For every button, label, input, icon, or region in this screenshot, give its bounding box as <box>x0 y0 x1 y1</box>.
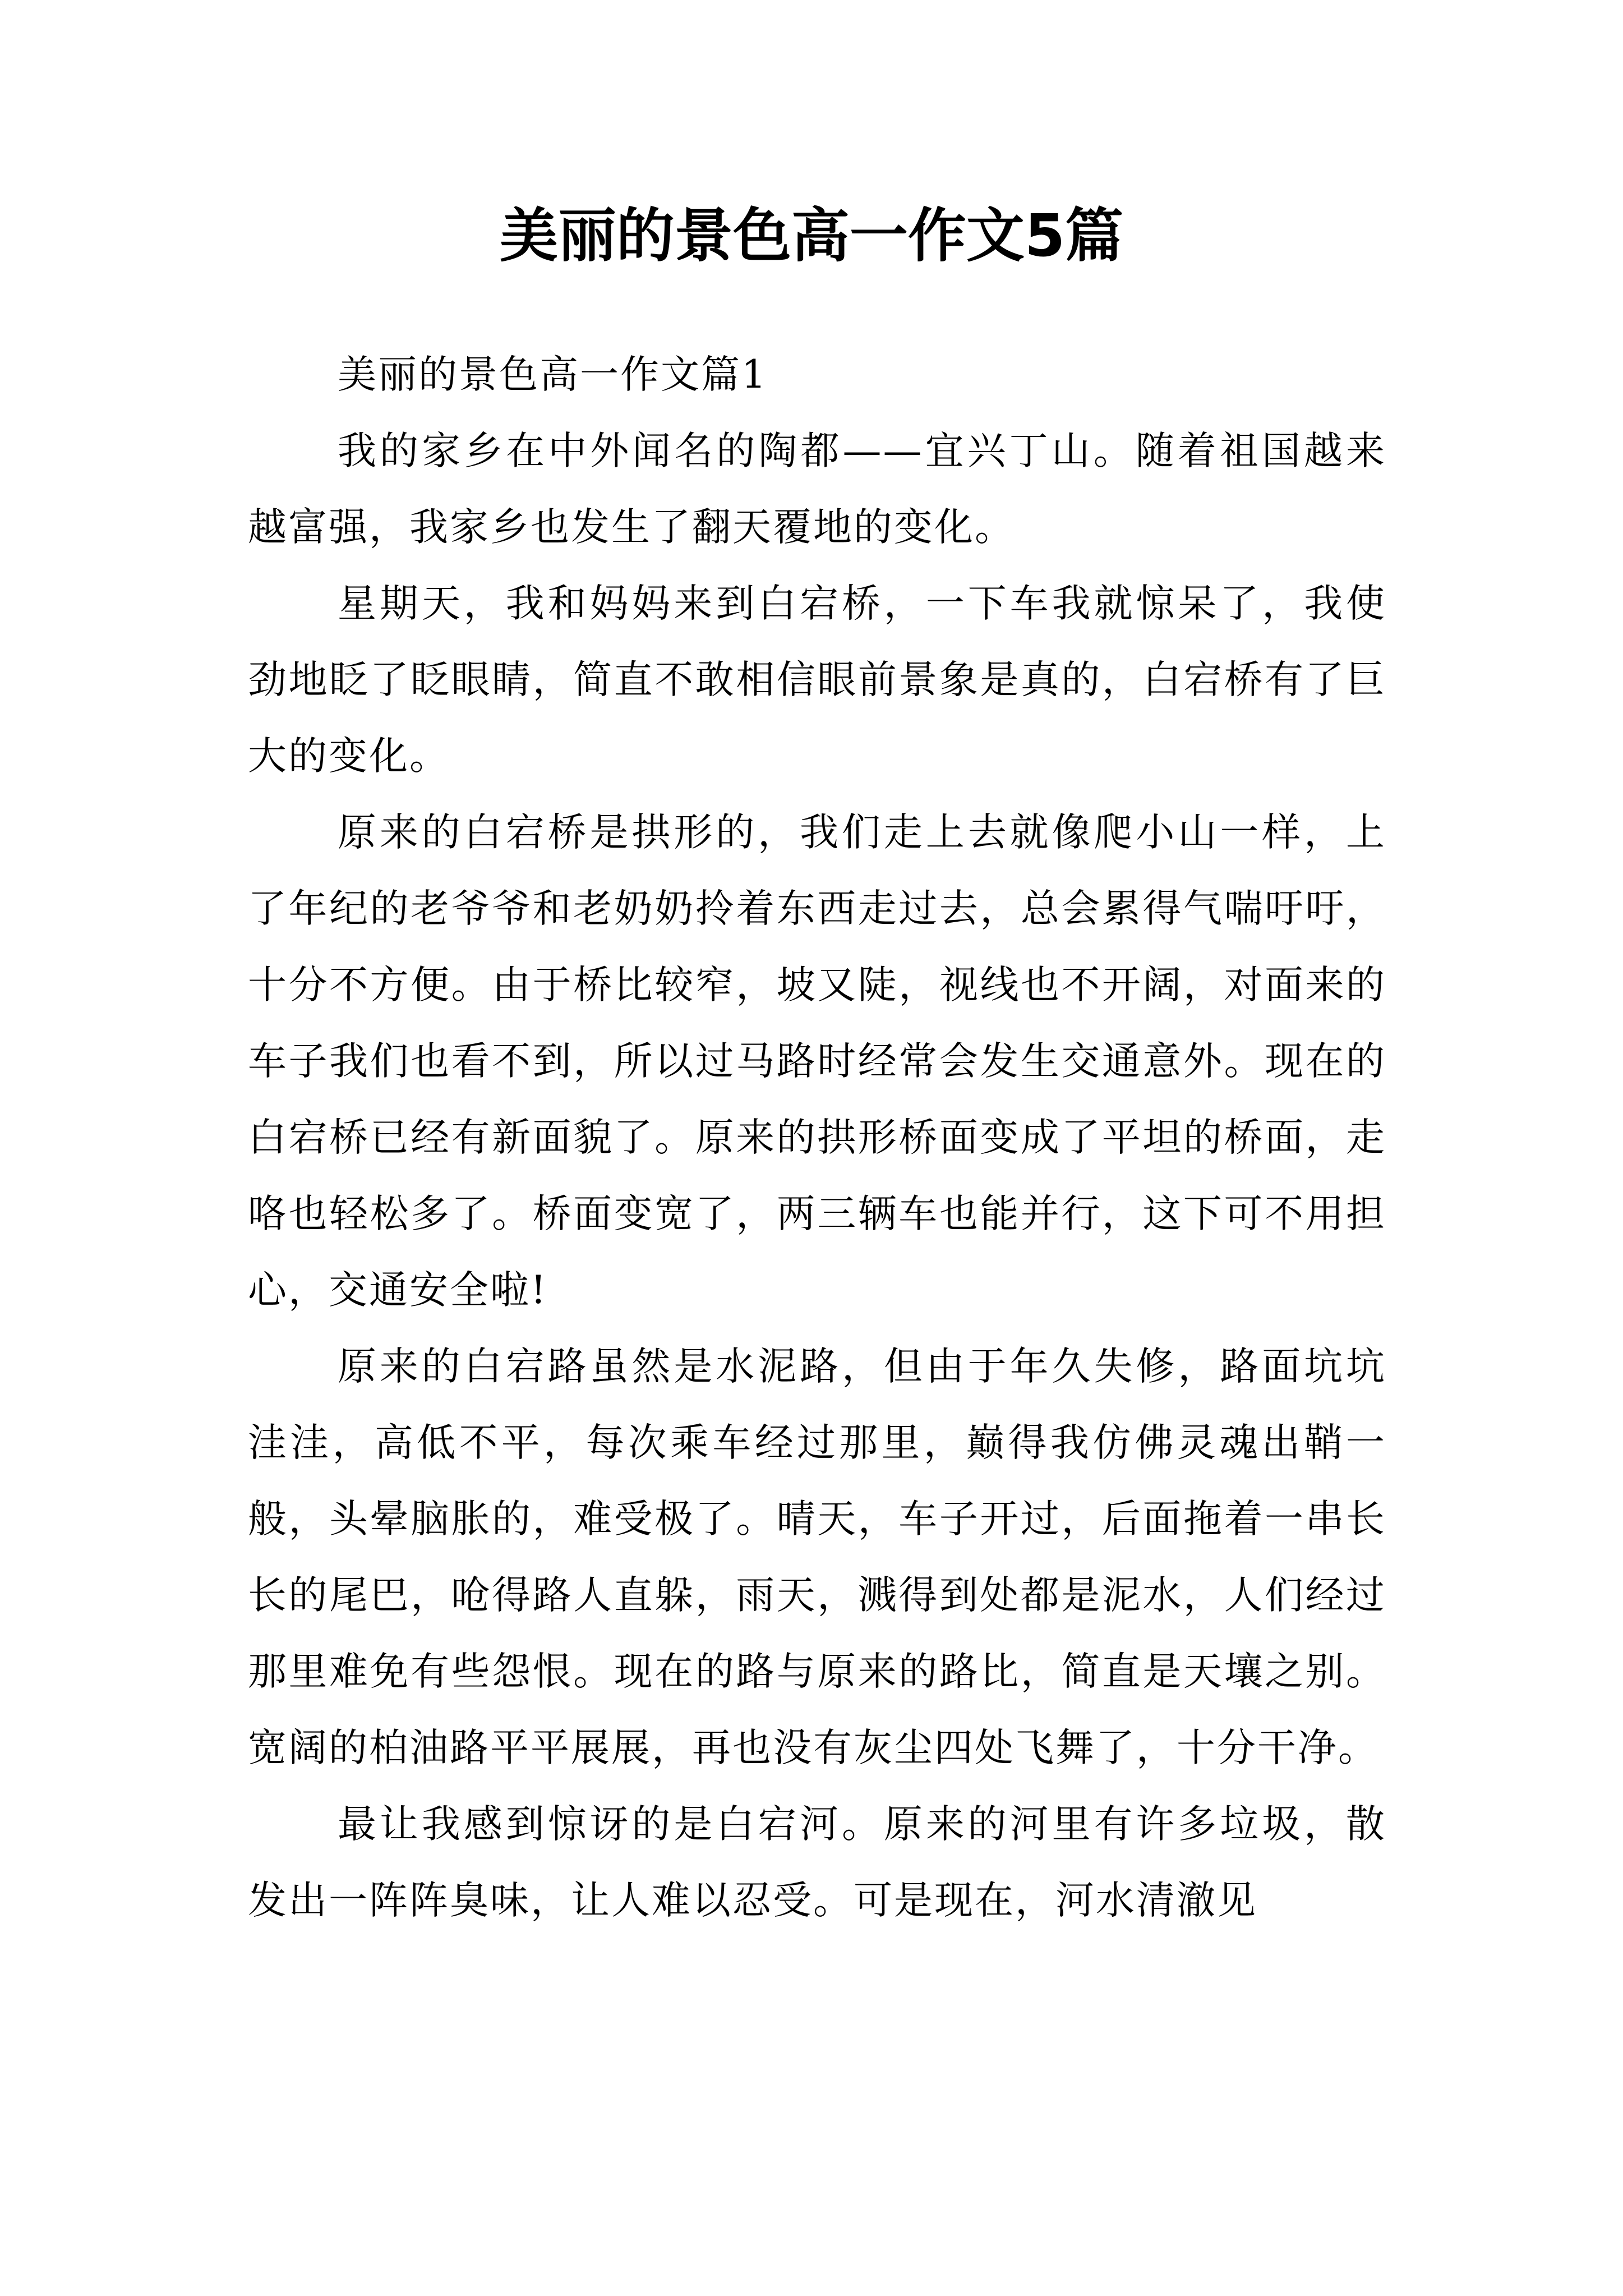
paragraph: 原来的白宕路虽然是水泥路，但由于年久失修，路面坑坑洼洼，高低不平，每次乘车经过那里，巅得我仿佛灵魂出鞘一般，头晕脑胀的，难受极了。晴天，车子开过，后面拖着一串长长的尾巴，呛得路人直躲，雨天，溅得到处都是泥水，人们经过那里难免有些怨恨。现在的路与原来的路比，简直是天壤之别。宽阔的柏油路平平展展，再也没有灰尘四处飞舞了，十分干净。 <box>248 1344 1386 1770</box>
document-title: 美丽的景色高一作文5篇 <box>499 201 1124 270</box>
paragraph: 原来的白宕桥是拱形的，我们走上去就像爬小山一样，上了年纪的老爷爷和老奶奶拎着东西走过去，总会累得气喘吁吁，十分不方便。由于桥比较窄，坡又陡，视线也不开阔，对面来的车子我们也看不到，所以过马路时经常会发生交通意外。现在的白宕桥已经有新面貌了。原来的拱形桥面变成了平坦的桥面，走咯也轻松多了。桥面变宽了，两三辆车也能并行，这下可不用担心，交通安全啦! <box>248 810 1386 1313</box>
paragraph: 我的家乡在中外闻名的陶都——宜兴丁山。随着祖国越来越富强，我家乡也发生了翻天覆地的变化。 <box>248 429 1386 550</box>
section-heading: 美丽的景色高一作文篇1 <box>338 352 768 397</box>
paragraph: 最让我感到惊讶的是白宕河。原来的河里有许多垃圾，散发出一阵阵臭味，让人难以忍受。可是现在，河水清澈见 <box>248 1802 1386 1923</box>
document-body <box>248 337 1386 1939</box>
paragraph: 星期天，我和妈妈来到白宕桥，一下车我就惊呆了，我使劲地眨了眨眼睛，简直不敢相信眼前景象是真的，白宕桥有了巨大的变化。 <box>248 581 1386 779</box>
